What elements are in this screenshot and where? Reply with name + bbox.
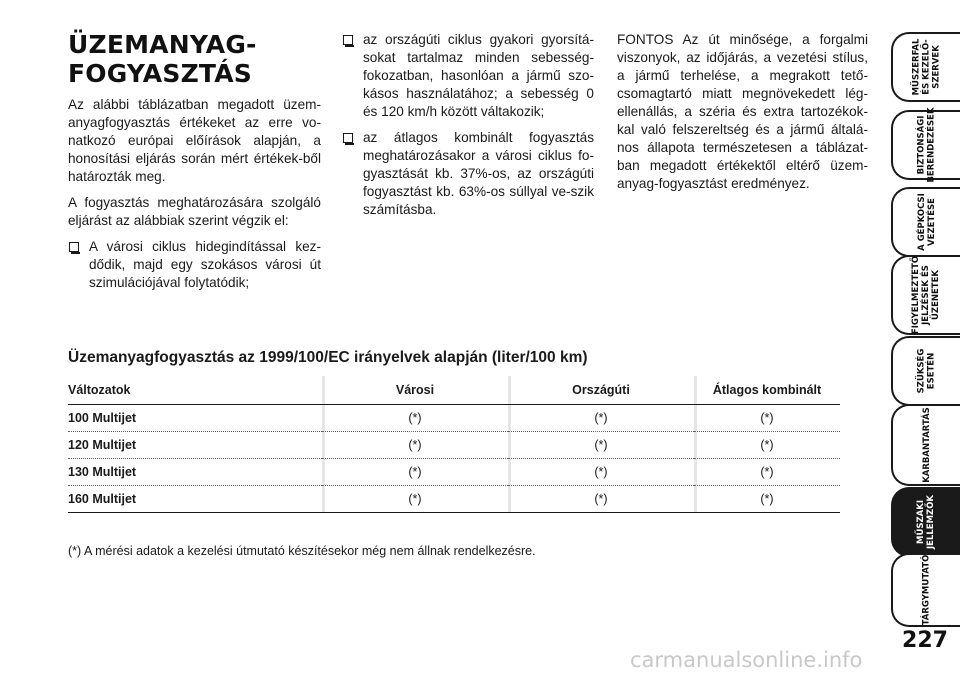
cycle-list [342,31,594,219]
table-cell: 100 Multijet [68,405,322,432]
procedure-list [68,238,321,292]
procedure-paragraph: A fogyasztás meghatározására szolgáló eljárást az alábbiak szerint végzik el: [68,195,321,228]
table-cell: (*) [508,459,694,486]
tab-safety-equipment[interactable] [891,107,960,183]
tab-label: MŰSZERFAL ÉS KEZELŐ- SZERVEK [911,38,942,96]
list-item-text: az országúti ciklus gyakori gyorsítá-sokat tartalmaz minden sebesség-fokozatban, hasonlóan a jármű szo-kásos használatához; a sebesség 0 és 120 km/h között váltakozik; [363,32,594,119]
table-cell: 130 Multijet [68,459,322,486]
table-cell: (*) [322,405,508,432]
table-row [68,405,840,432]
list-item [68,238,321,292]
list-item-text: az átlagos kombinált fogyasztás meghatározásakor a városi ciklus fo-gyasztását kb. 37%-os, az országúti fogyasztást kb. 63%-os súllyal ve-szik számításba. [363,130,594,217]
intro-paragraph: Az alábbi táblázatban megadott üzem-anyagfogyasztás értékeket az erre vo-natkozó európai előírások alapján, a honosítási eljárás során mért értékek-ből határozták meg. [68,97,321,184]
tab-maintenance[interactable] [891,404,960,486]
table-cell: 120 Multijet [68,432,322,459]
tab-label: TÁRGYMUTATÓ [921,554,932,626]
table-cell: (*) [508,486,694,513]
checkbox-bullet-icon [69,242,79,252]
table-header-row [68,376,840,405]
table-cell: (*) [508,432,694,459]
list-item-text: A városi ciklus hidegindítással kez-dődik, majd egy szokásos városi út szimulációjával folytatódik; [89,239,321,290]
tab-warning-lights[interactable] [891,255,960,335]
table-title: Üzemanyagfogyasztás az 1999/100/EC irányelvek alapján (liter/100 km) [68,349,588,366]
table-cell: 160 Multijet [68,486,322,513]
table-row [68,459,840,486]
table-cell: (*) [694,459,840,486]
consumption-table [68,376,840,513]
tab-index[interactable] [891,553,960,627]
column-header: Változatok [68,376,322,405]
intro-column [68,96,321,300]
watermark: carmanualsonline.info [630,648,863,672]
checkbox-bullet-icon [343,133,353,143]
tab-label: BIZTONSÁGI BERENDEZÉSEK [916,107,937,183]
tab-label: MŰSZAKI JELLEMZŐK [916,494,937,550]
page-title: ÜZEMANYAG- FOGYASZTÁS [68,30,257,88]
table-cell: (*) [694,405,840,432]
table-cell: (*) [322,432,508,459]
tab-label: FIGYELMEZTETŐ JELZÉSEK ÉS ÜZENETEK [911,255,942,335]
table-cell: (*) [322,459,508,486]
column-header: Átlagos kombinált [694,376,840,405]
table-row [68,486,840,513]
section-tabs [891,0,960,677]
tab-technical-specifications[interactable] [891,487,960,557]
table-cell: (*) [322,486,508,513]
table-cell: (*) [508,405,694,432]
important-note: FONTOS Az út minősége, a forgalmi viszonyok, az időjárás, a vezetési stílus, a jármű terhelése, a megrakott tető-csomagtartó miatt megnövekedett lég-ellenállás, a széria és extra tartozékok-kal való felszereltség és a jármű általá-nos állapota természetesen a táblázat-ban megadott értékektől eltérő üzem-anyag-fogyasztást eredményez. [617,32,868,191]
list-item [342,31,594,121]
tab-label: SZÜKSÉG ESETÉN [916,348,937,394]
tab-dashboard-controls[interactable] [891,32,960,102]
list-item [342,129,594,219]
column-header: Városi [322,376,508,405]
tab-driving[interactable] [891,187,960,257]
page-number: 227 [902,628,948,653]
cycle-column [342,31,594,227]
tab-label: KARBANTARTÁS [921,407,932,483]
table-row [68,432,840,459]
table-footnote: (*) A mérési adatok a kezelési útmutató készítésekor még nem állnak rendelkezésre. [68,544,536,558]
important-note-column [617,31,868,201]
table-cell: (*) [694,432,840,459]
tab-emergency[interactable] [891,336,960,406]
column-header: Országúti [508,376,694,405]
checkbox-bullet-icon [343,35,353,45]
tab-label: A GÉPKOCSI VEZETÉSE [916,193,937,251]
table-cell: (*) [694,486,840,513]
